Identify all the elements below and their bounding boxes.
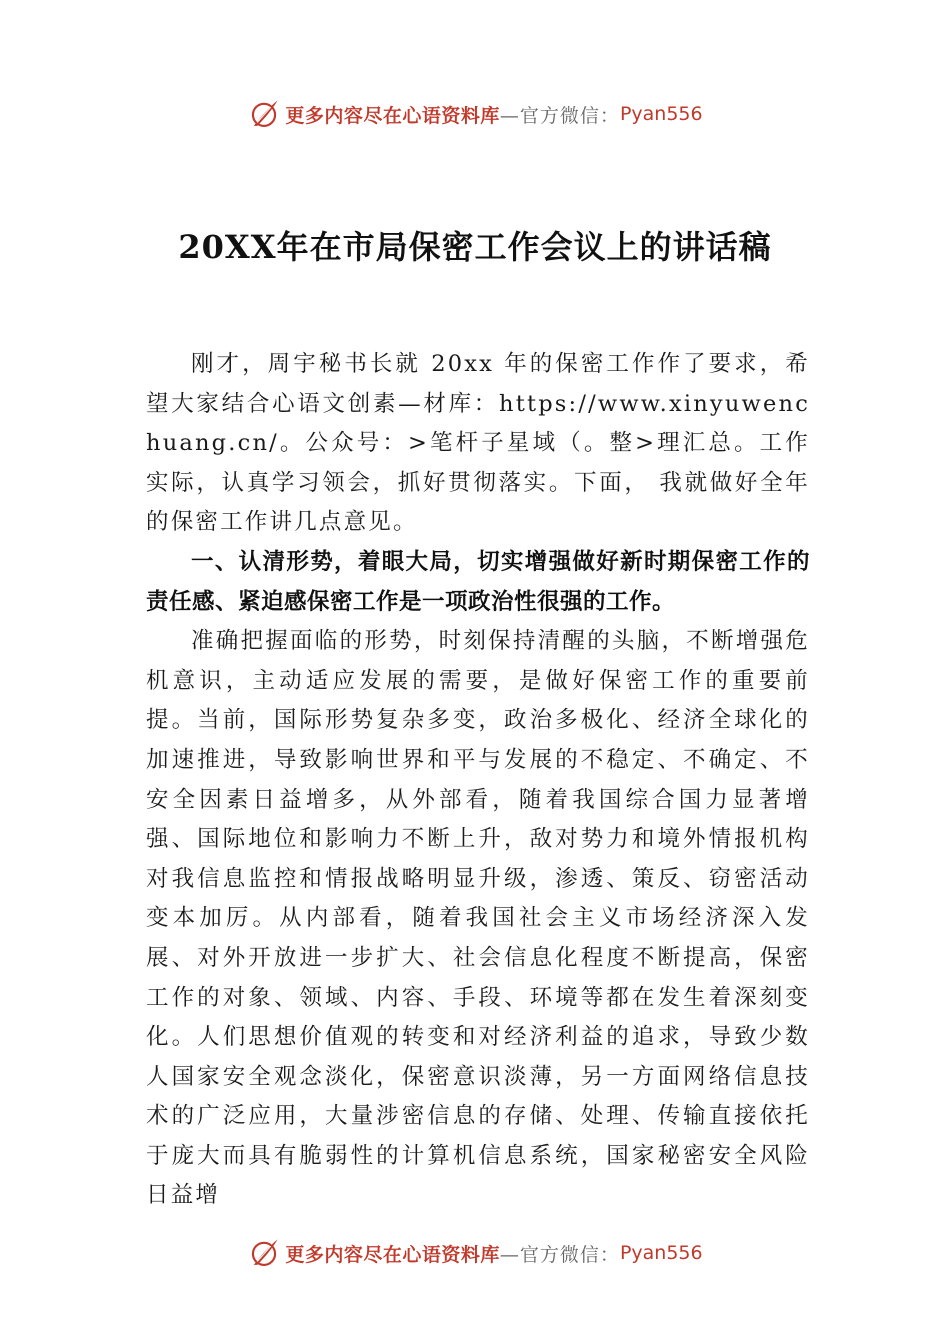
quill-seal-logo-icon (247, 1236, 281, 1270)
header-banner (0, 94, 950, 134)
body-paragraph-2: 准确把握面临的形势，时刻保持清醒的头脑，不断增强危机意识，主动适应发展的需要，是做好保密工作的重要前提。当前，国际形势复杂多变，政治多极化、经济全球化的加速推进，导致影响世界和平与发展的不稳定、不确定、不安全因素日益增多，从外部看，随着我国综合国力显著增强、国际地位和影响力不断上升，敌对势力和境外情报机构对我信息监控和情报战略明显升级，渗透、策反、窃密活动变本加厉。从内部看，随着我国社会主义市场经济深入发展、对外开放进一步扩大、社会信息化程度不断提高，保密工作的对象、领域、内容、手段、环境等都在发生着深刻变化。人们思想价值观的转变和对经济利益的追求，导致少数人国家安全观念淡化，保密意识淡薄，另一方面网络信息技术的广泛应用，大量涉密信息的存储、处理、传输直接依托于庞大而具有脆弱性的计算机信息系统，国家秘密安全风险日益增 (146, 628, 810, 1209)
intro-paragraph: 刚才，周宇秘书长就 20xx 年的保密工作作了要求，希望大家结合心语文创素—材库：https://www.xinyuwenchuang.cn/。公众号：>笔杆子星域（。整>理汇总。工作实际，认真学习领会，抓好贯彻落实。下面， 我就做好全年的保密工作讲几点意见。 (146, 351, 810, 536)
banner-wechat-label: —官方微信： (499, 104, 620, 127)
banner-wechat-id: Pyan556 (619, 1242, 703, 1264)
banner-wechat-label: —官方微信： (499, 1243, 620, 1266)
banner-slogan: 更多内容尽在心语资料库 (285, 104, 500, 127)
banner-slogan: 更多内容尽在心语资料库 (285, 1243, 500, 1266)
document-title: 20XX年在市局保密工作会议上的讲话稿 (178, 228, 772, 266)
quill-seal-logo-icon (247, 97, 281, 131)
section-heading-1: 一、认清形势，着眼大局，切实增强做好新时期保密工作的责任感、紧迫感保密工作是一项政治性很强的工作。 (146, 548, 810, 615)
banner-wechat-id: Pyan556 (619, 103, 703, 125)
footer-banner (0, 1233, 950, 1273)
document-body (146, 345, 810, 1216)
